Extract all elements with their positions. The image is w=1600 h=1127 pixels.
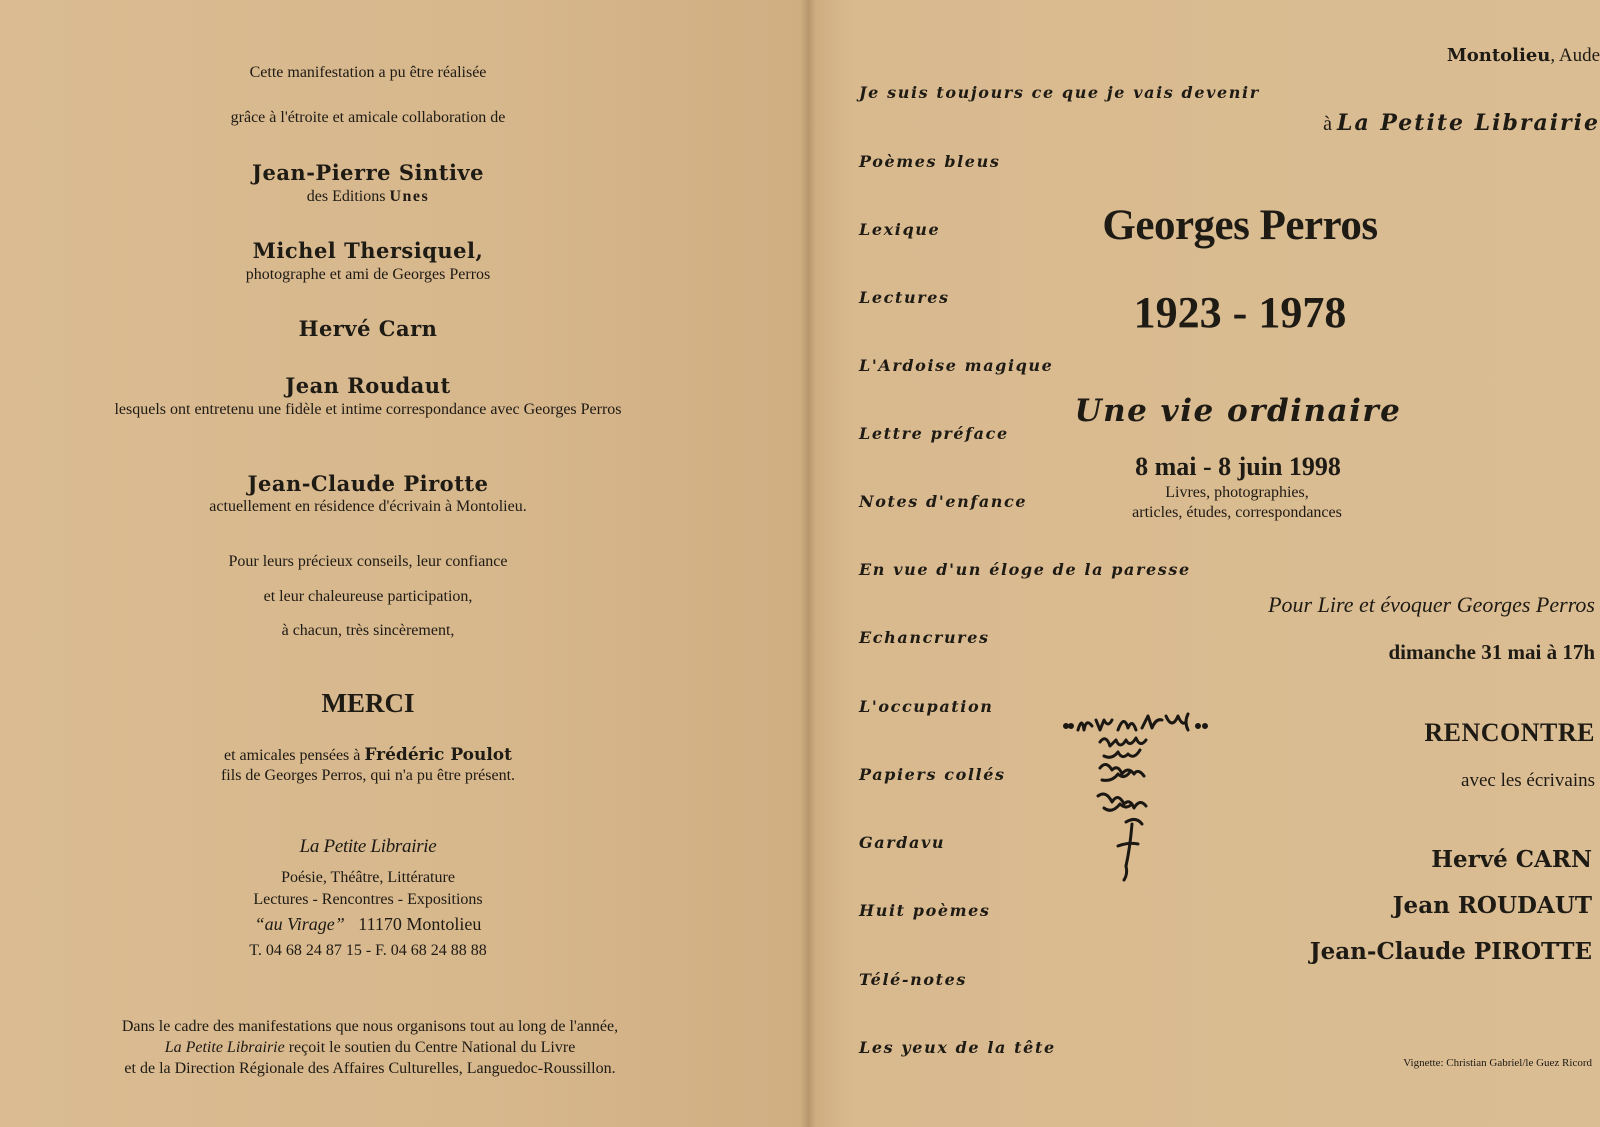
work-title: Huit poèmes [859, 901, 991, 920]
work-title: L'Ardoise magique [859, 356, 1054, 375]
merci-heading: MERCI [321, 688, 415, 718]
collaborator-name-pirotte: Jean-Claude Pirotte [247, 471, 489, 496]
collaborator-name-roudaut: Jean Roudaut [285, 373, 451, 398]
intro-line-2: grâce à l'étroite et amicale collaboration de [230, 109, 506, 126]
work-title: Notes d'enfance [859, 492, 1028, 511]
collaborator-name-thersiquel: Michel Thersiquel, [252, 238, 484, 263]
collaborator-name-sintive: Jean-Pierre Sintive [252, 160, 484, 185]
work-title: Télé-notes [859, 970, 968, 989]
work-title: Gardavu [859, 833, 946, 852]
work-title: L'occupation [859, 697, 994, 716]
author-years: 1923 - 1978 [1133, 288, 1347, 337]
shop-phone: T. 04 68 24 87 15 - F. 04 68 24 88 88 [249, 942, 487, 959]
exhibition-subtitle: Une vie ordinaire [1074, 393, 1402, 429]
page-fold [800, 0, 816, 1127]
vignette-credit: Vignette: Christian Gabriel/le Guez Ricord [1403, 1057, 1592, 1069]
pensees-line-2: fils de Georges Perros, qui n'a pu être présent. [220, 767, 516, 784]
shop-address: “au Virage” 11170 Montolieu [254, 914, 482, 934]
exhibition-dates: 8 mai - 8 juin 1998 [1135, 452, 1341, 481]
venue: à La Petite Librairie [1323, 110, 1600, 136]
work-title: Lexique [859, 220, 941, 239]
collaborator-name-carn: Hervé Carn [298, 316, 438, 341]
collaborator-desc-sintive: des Editions Unes [306, 188, 430, 205]
exhibition-desc-line-1: Livres, photographies, [1165, 484, 1309, 501]
event-title: Pour Lire et évoquer Georges Perros [1268, 592, 1595, 617]
writer-name: Hervé CARN [1431, 846, 1592, 873]
with-writers: avec les écrivains [1461, 770, 1595, 791]
collaborator-desc-pirotte: actuellement en résidence d'écrivain à Montolieu. [209, 498, 527, 515]
work-title: Les yeux de la tête [859, 1038, 1056, 1057]
work-title: En vue d'un éloge de la paresse [859, 560, 1191, 579]
event-date: dimanche 31 mai à 17h [1388, 640, 1595, 664]
shop-name: La Petite Librairie [299, 836, 437, 857]
location: Montolieu, Aude [1446, 45, 1600, 66]
work-title: Lettre préface [859, 424, 1009, 443]
work-title: Papiers collés [859, 765, 1006, 784]
work-title: Echancrures [859, 628, 990, 647]
author-name: Georges Perros [1102, 202, 1378, 249]
exhibition-desc-line-2: articles, études, correspondances [1132, 504, 1342, 521]
shop-line-1: Poésie, Théâtre, Littérature [281, 869, 455, 886]
collaborator-desc-roudaut: lesquels ont entretenu une fidèle et intime correspondance avec Georges Perros [114, 401, 622, 418]
footer-line-1: Dans le cadre des manifestations que nous organisons tout au long de l'année, [121, 1018, 619, 1035]
writer-name: Jean ROUDAUT [1392, 892, 1592, 919]
thanks-line-2: et leur chaleureuse participation, [263, 588, 473, 605]
calligraphy-vignette [1060, 700, 1220, 890]
work-title: Lectures [859, 288, 950, 307]
writer-name: Jean-Claude PIROTTE [1309, 938, 1592, 965]
thanks-line-3: à chacun, très sincèrement, [281, 622, 455, 639]
work-title: Je suis toujours ce que je vais devenir [859, 83, 1260, 102]
collaborator-desc-thersiquel: photographe et ami de Georges Perros [245, 266, 491, 283]
intro-line-1: Cette manifestation a pu être réalisée [249, 64, 487, 81]
footer-line-2: La Petite Librairie reçoit le soutien du Centre National du Livre [164, 1039, 576, 1056]
work-title: Poèmes bleus [859, 152, 1001, 171]
shop-line-2: Lectures - Rencontres - Expositions [253, 891, 483, 908]
thanks-line-1: Pour leurs précieux conseils, leur confiance [228, 553, 508, 570]
rencontre-heading: RENCONTRE [1424, 718, 1595, 747]
footer-line-3: et de la Direction Régionale des Affaires Culturelles, Languedoc-Roussillon. [124, 1060, 616, 1077]
pensees-line-1: et amicales pensées à Frédéric Poulot [224, 745, 512, 765]
